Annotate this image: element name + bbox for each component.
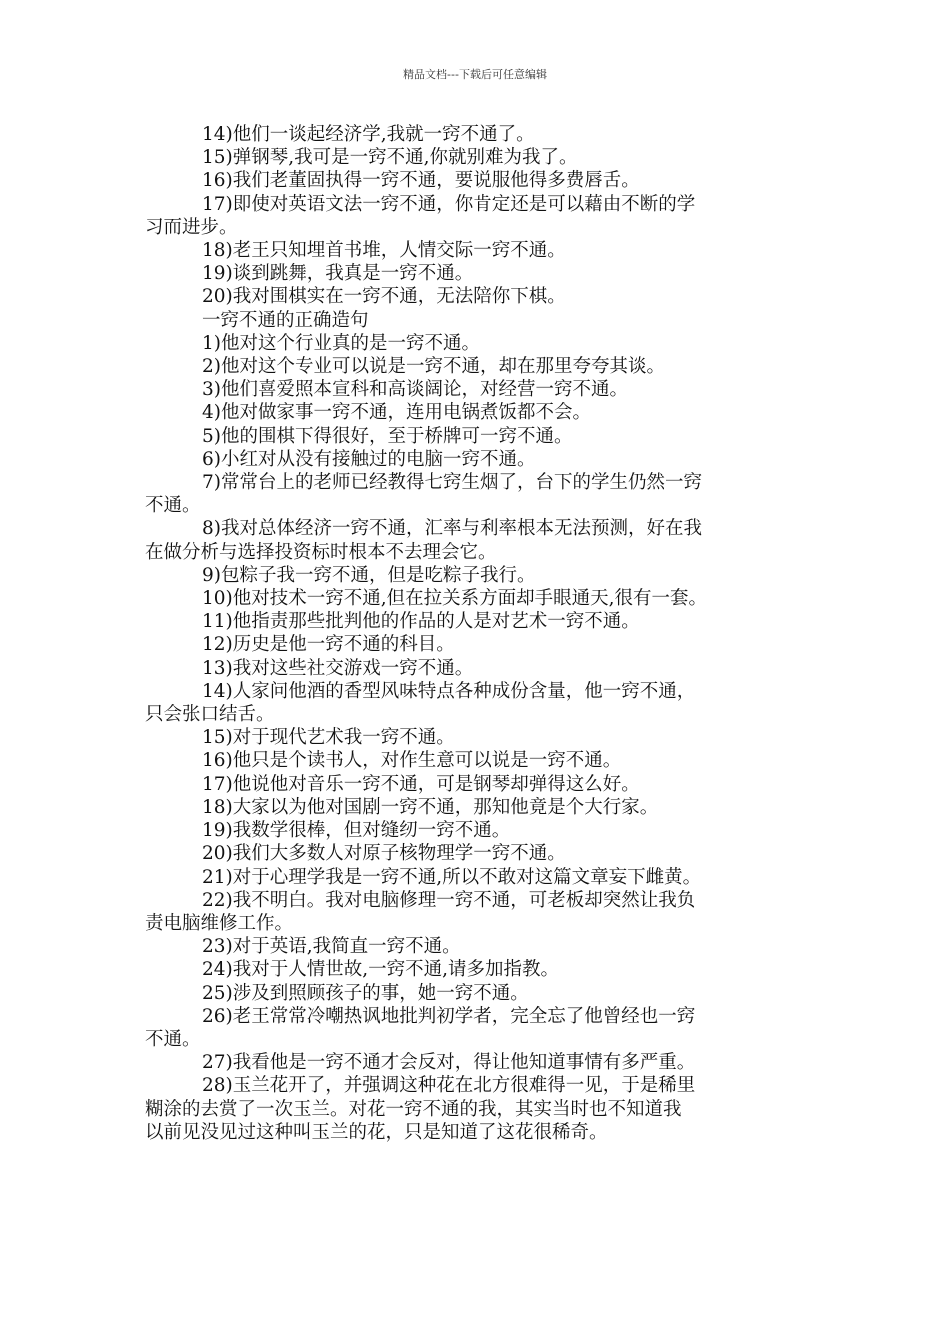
text-line: 责电脑维修工作。 (145, 912, 294, 934)
text-line: 27)我看他是一窍不通才会反对，得让他知道事情有多严重。 (202, 1052, 696, 1074)
text-line: 20)我对围棋实在一窍不通，无法陪你下棋。 (202, 286, 566, 308)
paragraph (145, 471, 810, 517)
paragraph (145, 193, 810, 239)
paragraph (145, 889, 810, 935)
text-line: 26)老王常常冷嘲热讽地批判初学者，完全忘了他曾经也一窍 (202, 1005, 696, 1027)
paragraph (145, 982, 810, 1005)
text-line: 9)包粽子我一窍不通，但是吃粽子我行。 (202, 564, 536, 586)
text-line: 2)他对这个专业可以说是一窍不通，却在那里夸夸其谈。 (202, 356, 665, 378)
text-line: 12)历史是他一窍不通的科目。 (202, 634, 455, 656)
paragraph (145, 123, 810, 146)
paragraph (145, 773, 810, 796)
page-header: 精品文档---下载后可任意编辑 (403, 68, 547, 81)
paragraph (145, 587, 810, 610)
paragraph (145, 401, 810, 424)
text-line: 11)他指责那些批判他的作品的人是对艺术一窍不通。 (202, 611, 640, 633)
text-line: 不通。 (145, 1028, 201, 1050)
text-line: 1)他对这个行业真的是一窍不通。 (202, 332, 480, 354)
text-line: 15)弹钢琴,我可是一窍不通,你就别难为我了。 (202, 147, 578, 169)
text-line: 7)常常台上的老师已经教得七窍生烟了，台下的学生仍然一窍 (202, 472, 702, 494)
paragraph (145, 378, 810, 401)
text-line: 17)即使对英语文法一窍不通，你肯定还是可以藉由不断的学 (202, 193, 696, 215)
text-line: 14)他们一谈起经济学,我就一窍不通了。 (202, 124, 535, 145)
text-line: 28)玉兰花开了，并强调这种花在北方很难得一见，于是稀里 (202, 1075, 696, 1097)
text-line: 19)我数学很棒，但对缝纫一窍不通。 (202, 820, 511, 842)
paragraph (145, 355, 810, 378)
text-line: 21)对于心理学我是一窍不通,所以不敢对这篇文章妄下雌黄。 (202, 866, 702, 888)
text-line: 习而进步。 (145, 216, 238, 238)
paragraph (145, 285, 810, 308)
text-line: 以前见没见过这种叫玉兰的花，只是知道了这花很稀奇。 (145, 1121, 608, 1143)
document-body (145, 123, 810, 1144)
paragraph (145, 610, 810, 633)
text-line: 一窍不通的正确造句 (202, 309, 369, 331)
text-line: 16)我们老董固执得一窍不通，要说服他得多费唇舌。 (202, 170, 640, 192)
text-line: 24)我对于人情世故,一窍不通,请多加指教。 (202, 959, 560, 981)
text-line: 6)小红对从没有接触过的电脑一窍不通。 (202, 448, 536, 470)
paragraph (145, 680, 810, 726)
text-line: 23)对于英语,我简直一窍不通。 (202, 936, 461, 958)
paragraph (145, 842, 810, 865)
paragraph (145, 1005, 810, 1051)
paragraph (145, 564, 810, 587)
text-line: 5)他的围棋下得很好，至于桥牌可一窍不通。 (202, 425, 573, 447)
paragraph (145, 726, 810, 749)
text-line: 25)涉及到照顾孩子的事，她一窍不通。 (202, 982, 529, 1004)
text-line: 4)他对做家事一窍不通，连用电锅煮饭都不会。 (202, 402, 591, 424)
text-line: 22)我不明白。我对电脑修理一窍不通，可老板却突然让我负 (202, 889, 696, 911)
text-line: 糊涂的去赏了一次玉兰。对花一窍不通的我，其实当时也不知道我 (145, 1098, 682, 1120)
paragraph (145, 1074, 810, 1144)
text-line: 在做分析与选择投资标时根本不去理会它。 (145, 541, 497, 563)
paragraph (145, 1051, 810, 1074)
text-line: 10)他对技术一窍不通,但在拉关系方面却手眼通天,很有一套。 (202, 588, 708, 610)
paragraph (145, 935, 810, 958)
paragraph (145, 239, 810, 262)
text-line: 15)对于现代艺术我一窍不通。 (202, 727, 455, 749)
text-line: 只会张口结舌。 (145, 704, 275, 726)
paragraph (145, 309, 810, 332)
text-line: 18)大家以为他对国剧一窍不通，那知他竟是个大行家。 (202, 796, 659, 818)
paragraph (145, 819, 810, 842)
paragraph (145, 749, 810, 772)
paragraph (145, 448, 810, 471)
paragraph (145, 169, 810, 192)
text-line: 16)他只是个读书人，对作生意可以说是一窍不通。 (202, 750, 622, 772)
paragraph (145, 425, 810, 448)
text-line: 19)谈到跳舞，我真是一窍不通。 (202, 263, 474, 285)
paragraph (145, 633, 810, 656)
paragraph (145, 332, 810, 355)
paragraph (145, 517, 810, 563)
text-line: 8)我对总体经济一窍不通，汇率与利率根本无法预测，好在我 (202, 518, 702, 540)
text-line: 14)人家问他酒的香型风味特点各种成份含量，他一窍不通， (202, 680, 696, 702)
paragraph (145, 796, 810, 819)
text-line: 13)我对这些社交游戏一窍不通。 (202, 657, 474, 679)
paragraph (145, 866, 810, 889)
text-line: 3)他们喜爱照本宣科和高谈阔论，对经营一窍不通。 (202, 379, 628, 401)
text-line: 18)老王只知埋首书堆，人情交际一窍不通。 (202, 240, 566, 262)
paragraph (145, 146, 810, 169)
paragraph (145, 262, 810, 285)
paragraph (145, 958, 810, 981)
paragraph (145, 657, 810, 680)
text-line: 不通。 (145, 495, 201, 517)
text-line: 17)他说他对音乐一窍不通，可是钢琴却弹得这么好。 (202, 773, 640, 795)
text-line: 20)我们大多数人对原子核物理学一窍不通。 (202, 843, 566, 865)
